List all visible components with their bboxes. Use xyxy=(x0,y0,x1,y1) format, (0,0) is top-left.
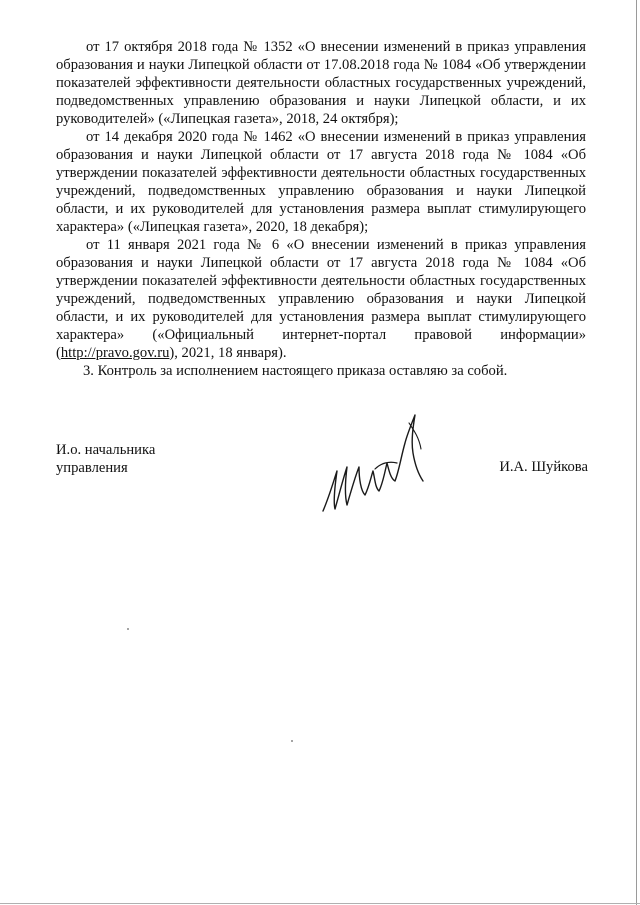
scan-speck xyxy=(127,628,129,630)
page-edge-right xyxy=(636,0,637,905)
amendment-paragraph-1: от 17 октября 2018 года № 1352 «О внесении изменений в приказ управления образования и науки Липецкой области от 17.08.2018 года № 1084 «Об утверждении показателей эффективности деятельности областных государственных учреждений, подведомственных управлению образования и науки Липецкой области, и их руководителей» («Липецкая газета», 2018, 24 октября); xyxy=(56,39,586,127)
signatory-title xyxy=(56,441,155,477)
amendment-paragraph-2: от 14 декабря 2020 года № 1462 «О внесении изменений в приказ управления образования и науки Липецкой области от 17 августа 2018 года № 1084 «Об утверждении показателей эффективности деятельности областных государственных учреждений, подведомственных управлению образования и науки Липецкой области, и их руководителей для установления размера выплат стимулирующего характера» («Липецкая газета», 2020, 18 декабря); xyxy=(56,129,586,235)
paragraph-3-text-start: от 11 января 2021 года № 6 «О внесении изменений в приказ управления образования и науки Липецкой области от 17 августа 2018 года № 1084 «Об утверждении показателей эффективности деятельности областных государственных учреждений, подведомственных управлению образования и науки Липецкой области, и их руководителей для установления размера выплат стимулирующего характера» («Официальный интернет-портал правовой информации» ( xyxy=(56,237,586,361)
paragraph-3-text-end: ), 2021, 18 января). xyxy=(169,345,287,361)
handwritten-signature xyxy=(315,405,435,525)
scan-speck xyxy=(291,740,293,742)
document-body xyxy=(56,38,586,380)
signatory-name: И.А. Шуйкова xyxy=(499,459,588,475)
amendment-paragraph-3 xyxy=(56,236,586,362)
signatory-title-line-1: И.о. начальника xyxy=(56,442,156,458)
control-clause: 3. Контроль за исполнением настоящего приказа оставляю за собой. xyxy=(83,363,508,379)
signatory-title-line-2: управления xyxy=(56,460,128,476)
page-edge-bottom xyxy=(0,903,640,904)
pravo-gov-link[interactable]: http://pravo.gov.ru xyxy=(60,345,170,361)
